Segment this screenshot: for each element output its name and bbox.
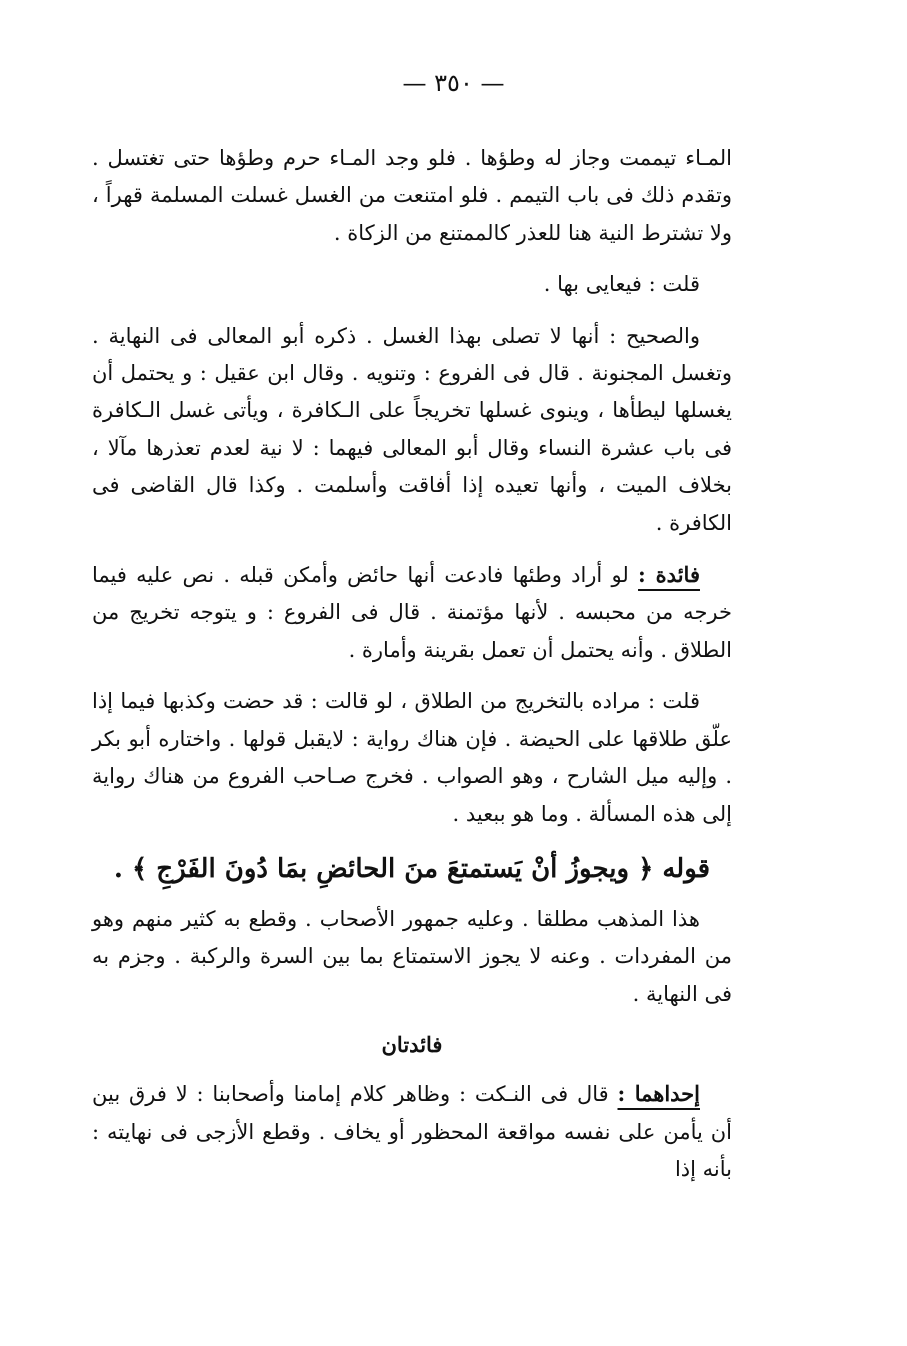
paragraph-text: قلت : فيعايى بها .	[543, 272, 700, 297]
paragraph-lead: إحداهما :	[617, 1081, 700, 1107]
paragraph-madhhab	[92, 901, 732, 1013]
paragraph-text: لو أراد وطئها فادعت أنها حائض وأمكن قبله . نص عليه فيما خرجه من محبسه . لأنها مؤتمنة . قال فى الفروع : و يتوجه تخريج من الطلاق . وأنه يحتمل أن تعمل بقرينة وأمارة .	[92, 563, 732, 662]
quoted-verse	[92, 847, 732, 891]
paragraph-text: المـاء تيممت وجاز له وطؤها . فلو وجد المـاء حرم وطؤها حتى تغتسل . وتقدم ذلك فى باب التيمم . فلو امتنعت من الغسل غسلت المسلمة قهراً ، ولا تشترط النية هنا للعذر كالممتنع من الزكاة .	[92, 146, 732, 245]
paragraph-faidah	[92, 556, 732, 669]
paragraph-ihdahuma	[92, 1075, 732, 1188]
page-number: — ٣٥٠ —	[402, 69, 505, 97]
paragraph-tayammum	[92, 140, 732, 252]
body-text	[92, 140, 732, 1202]
paragraph-text: قال فى النـكت : وظاهر كلام إمامنا وأصحابنا : لا فرق بين أن يأمن على نفسه مواقعة المحظور أو يخاف . وقطع الأزجى فى نهايته : بأنه إذا	[92, 1082, 732, 1181]
paragraph-qult-1	[92, 266, 732, 303]
paragraph-text: والصحيح : أنها لا تصلى بهذا الغسل . ذكره أبو المعالى فى النهاية . وتغسل المجنونة . قال فى الفروع : وتنويه . وقال ابن عقيل : و يحتمل أن يغسلها ليطأها ، وينوى غسلها تخريجاً على الـكافرة ، ويأتى غسل الـكافرة فى باب عشرة النساء وقال أبو المعالى فيهما : لا نية لعدم تعذرها مآلا ، بخلاف الميت ، وأنها تعيده إذا أفاقت وأسلمت . وكذا قال القاضى فى الكافرة .	[92, 323, 732, 535]
section-heading: فائدتان	[381, 1032, 443, 1058]
paragraph-qult-2	[92, 683, 732, 833]
paragraph-text: هذا المذهب مطلقا . وعليه جمهور الأصحاب . وقطع به كثير منهم وهو من المفردات . وعنه لا يجوز الاستمتاع بما بين السرة والركبة . وجزم به فى النهاية .	[92, 906, 732, 1006]
verse-text: ﴿ ويجوزُ أنْ يَستمتعَ منَ الحائضِ بمَا دُونَ الفَرْجِ ﴾ .	[113, 853, 663, 884]
verse-lead: قوله	[662, 853, 711, 884]
paragraph-sahih	[92, 318, 732, 542]
paragraph-text: قلت : مراده بالتخريج من الطلاق ، لو قالت : قد حضت وكذبها فيما إذا علّق طلاقها على الحيضة . فإن هناك رواية : لايقبل قولها . واختاره أبو بكر . وإليه ميل الشارح ، وهو الصواب . فخرج صـاحب الفروع من هناك رواية إلى هذه المسألة . وما هو ببعيد .	[92, 689, 732, 826]
paragraph-lead: فائدة :	[638, 562, 700, 588]
